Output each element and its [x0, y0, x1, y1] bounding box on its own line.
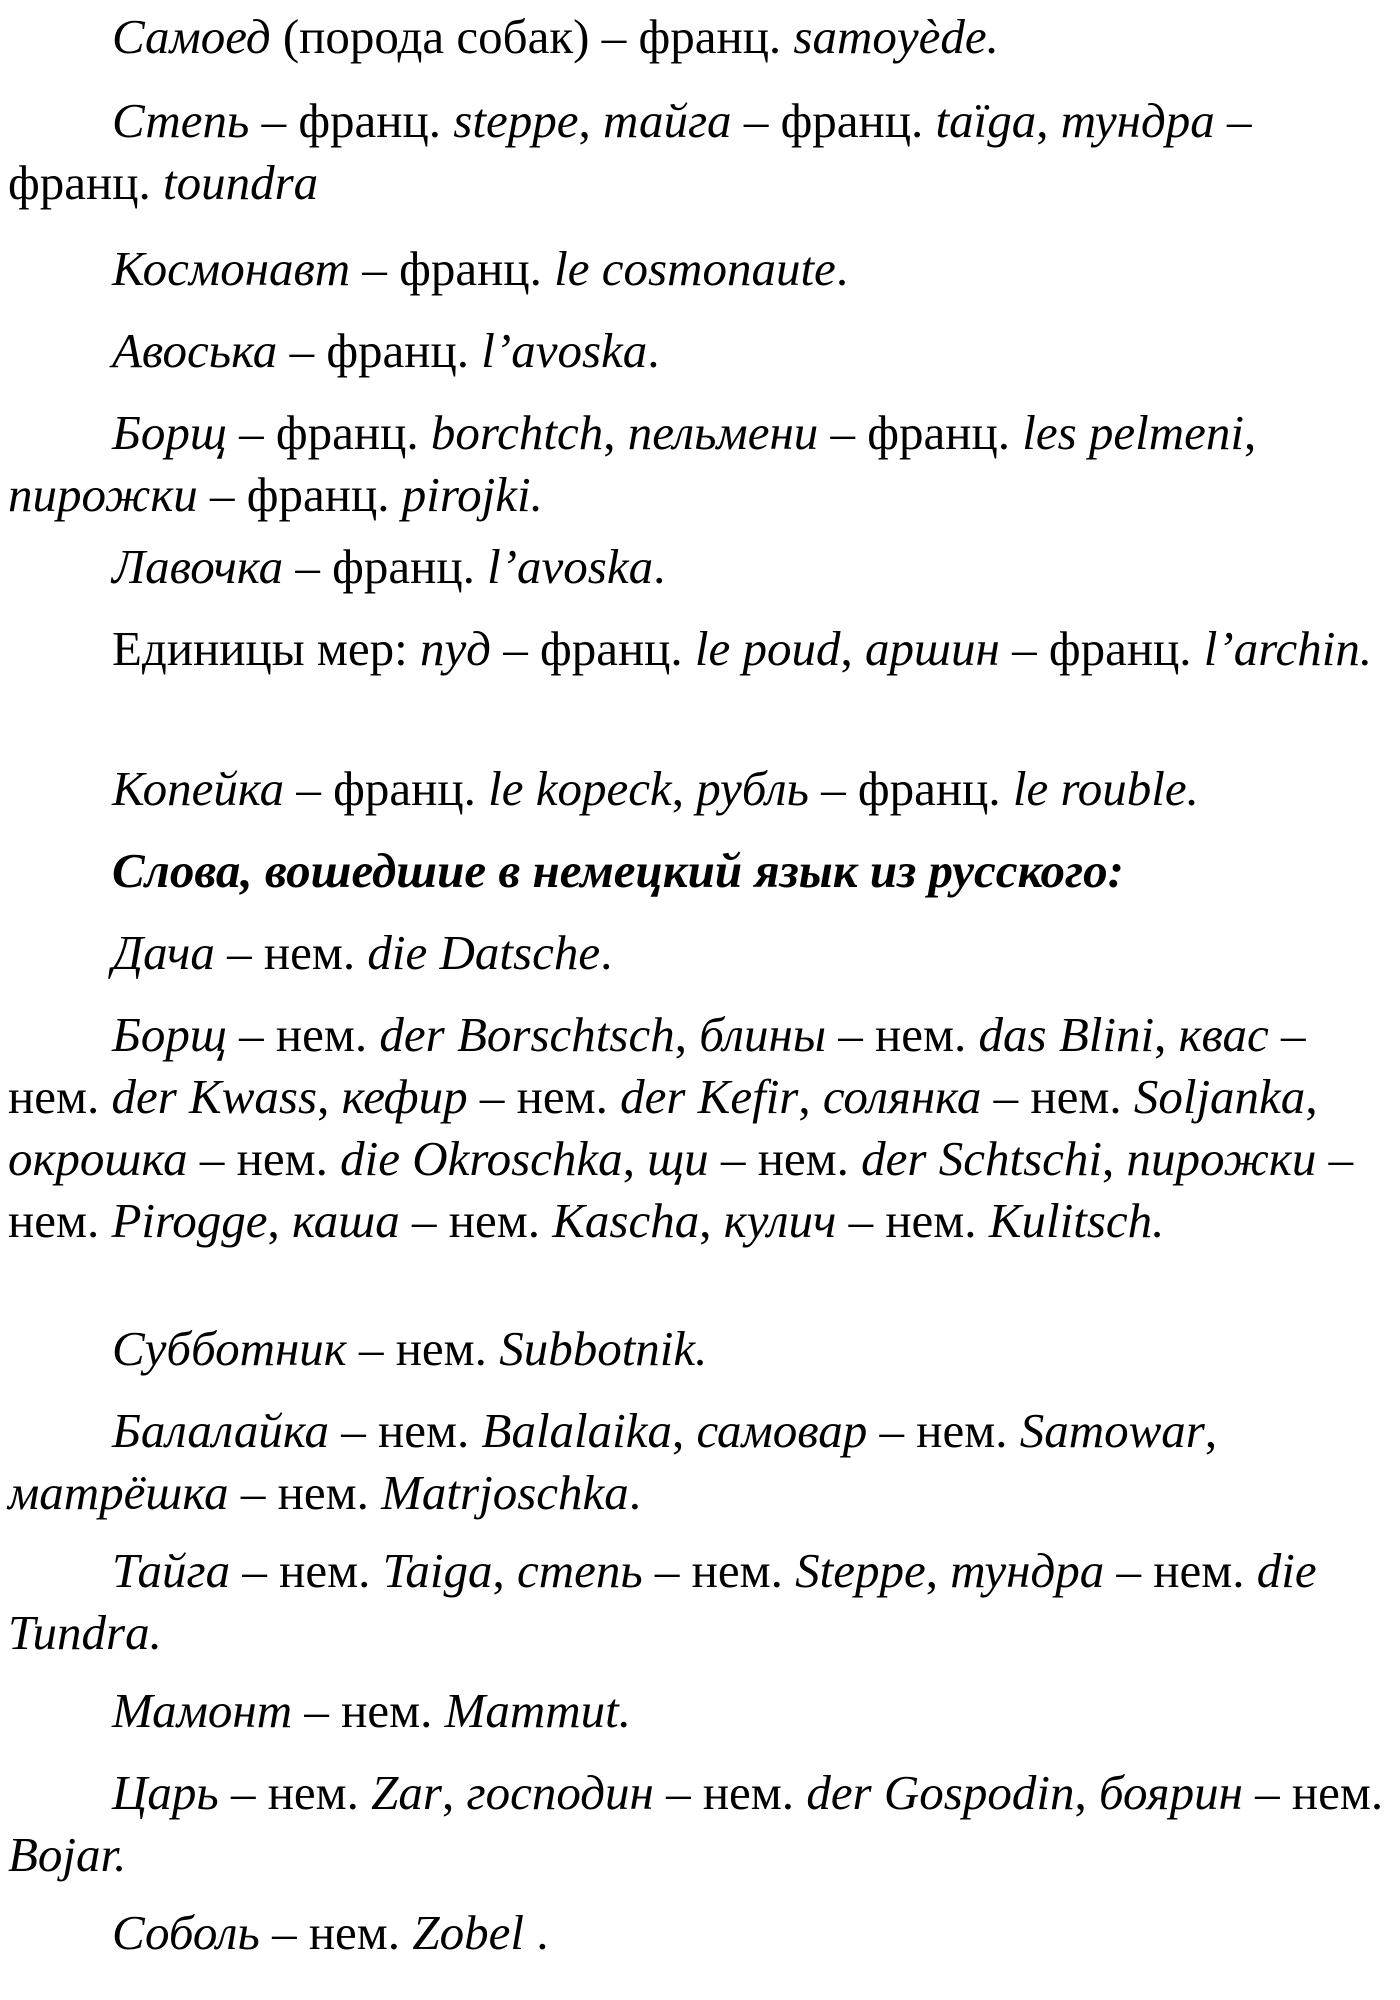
italic-run: toundra — [162, 155, 319, 210]
text-run: – нем. — [467, 1069, 621, 1124]
text-run: , — [1154, 1007, 1179, 1062]
text-run: , — [1036, 93, 1061, 148]
text-run: , — [317, 1069, 342, 1124]
italic-run: Степь — [112, 93, 250, 148]
entry-lavochka — [8, 536, 1384, 598]
italic-run: щи — [647, 1131, 709, 1186]
text-run: – нем. — [1104, 1543, 1257, 1598]
entry-steppe-taiga-tundra-fr — [8, 90, 1384, 214]
text-run: – нем. — [346, 1321, 500, 1376]
text-run: , — [1102, 1131, 1127, 1186]
text-run: (порода собак) – франц. — [270, 9, 794, 64]
text-run: . — [600, 925, 613, 980]
text-run: – нем. — [708, 1131, 862, 1186]
italic-run: les pelmeni — [1022, 405, 1245, 460]
text-run: . — [835, 241, 849, 296]
italic-run: кефир — [341, 1069, 468, 1124]
text-run: , — [674, 1007, 700, 1062]
text-run: – франц. — [249, 93, 454, 148]
italic-run: тундра — [950, 1543, 1105, 1598]
italic-run: Samowar — [1019, 1403, 1205, 1458]
italic-run: die Okroschka — [340, 1131, 623, 1186]
italic-run: Mammut. — [444, 1683, 632, 1738]
text-run: – нем. — [292, 1683, 445, 1738]
entry-taiga-steppe-tundra-de — [8, 1540, 1384, 1664]
text-run: – франц. — [8, 93, 1252, 210]
italic-run: Соболь — [112, 1905, 260, 1960]
text-run: , — [622, 1131, 648, 1186]
italic-run: Pirogge — [111, 1193, 268, 1248]
italic-run: боярин — [1098, 1765, 1243, 1820]
italic-run: l’avoska — [481, 323, 648, 378]
text-run: – нем. — [826, 1007, 979, 1062]
italic-run: каша — [292, 1193, 400, 1248]
italic-run: le rouble. — [1012, 761, 1199, 816]
text-run: – нем. — [399, 1193, 553, 1248]
entry-kopeck-rouble — [8, 758, 1384, 820]
italic-run: die Datsche — [367, 925, 601, 980]
italic-run: пуд — [420, 621, 491, 676]
entry-cosmonaut — [8, 238, 1384, 300]
italic-run: Авоська — [112, 323, 278, 378]
text-run: , — [1244, 405, 1257, 460]
italic-run: Kulitsch. — [988, 1193, 1165, 1248]
text-run: – нем. — [187, 1131, 341, 1186]
italic-run: l’avoska — [487, 539, 654, 594]
entry-mammut — [8, 1680, 1384, 1742]
text-run: – франц. — [283, 539, 488, 594]
italic-run: пирожки — [8, 467, 198, 522]
text-run: , — [699, 1193, 724, 1248]
text-run: – нем. — [259, 1905, 413, 1960]
italic-run: солянка — [822, 1069, 982, 1124]
italic-run: der Kwass — [111, 1069, 318, 1124]
italic-run: Bojar. — [8, 1827, 127, 1882]
text-run: – франц. — [284, 761, 489, 816]
text-run: – нем. — [642, 1543, 796, 1598]
entry-units — [8, 618, 1384, 680]
italic-run: Копейка — [112, 761, 285, 816]
italic-run: матрёшка — [8, 1465, 229, 1520]
text-run: – нем. — [228, 1465, 382, 1520]
italic-run: тайга — [602, 93, 732, 148]
text-run: – франц. — [277, 323, 482, 378]
italic-run: Царь — [112, 1765, 219, 1820]
italic-run: l’archin. — [1203, 621, 1373, 676]
text-run: , — [925, 1543, 951, 1598]
text-run: – нем. — [867, 1403, 1020, 1458]
text-run: , — [1305, 1069, 1318, 1124]
italic-run: Балалайка — [112, 1403, 330, 1458]
italic-run: Мамонт — [112, 1683, 293, 1738]
text-run: . — [647, 323, 660, 378]
text-run: – нем. — [981, 1069, 1134, 1124]
italic-run: steppe — [453, 93, 579, 148]
italic-run: господин — [466, 1765, 654, 1820]
entry-borsch-pelmeni-fr — [8, 402, 1384, 526]
text-run: – нем. — [1242, 1765, 1384, 1820]
italic-run: der Borschtsch — [379, 1007, 675, 1062]
text-run: Единицы мер: — [112, 621, 421, 676]
italic-run: Борщ — [112, 405, 227, 460]
italic-run: der Schtschi — [861, 1131, 1103, 1186]
text-run: , — [840, 621, 866, 676]
text-run: – франц. — [197, 467, 402, 522]
text-run: – нем. — [8, 1007, 1306, 1124]
italic-run: Слова, вошедшие в немецкий язык из русского: — [112, 843, 1124, 898]
italic-run: Steppe — [795, 1543, 926, 1598]
text-run: , — [267, 1193, 293, 1248]
text-run: , — [442, 1765, 467, 1820]
italic-run: le cosmonaute — [554, 241, 836, 296]
italic-run: der Gospodin — [806, 1765, 1075, 1820]
entry-zar-gospodin-bojar — [8, 1762, 1384, 1886]
text-run: – нем. — [653, 1765, 807, 1820]
italic-run: степь — [516, 1543, 643, 1598]
italic-run: samoyède. — [793, 9, 999, 64]
entry-zobel — [8, 1902, 1384, 1964]
text-run: – франц. — [490, 621, 695, 676]
text-run: . — [653, 539, 666, 594]
text-run: – нем. — [230, 1543, 383, 1598]
text-run: – франц. — [731, 93, 936, 148]
text-run: – франц. — [350, 241, 555, 296]
text-run: – нем. — [836, 1193, 989, 1248]
italic-run: квас — [1178, 1007, 1269, 1062]
italic-run: Дача — [112, 925, 215, 980]
entry-avoska — [8, 320, 1384, 382]
entry-samoyed — [8, 6, 1384, 68]
text-run: , — [1204, 1403, 1218, 1458]
italic-run: le kopeck — [488, 761, 672, 816]
text-run: – нем. — [226, 1007, 380, 1062]
italic-run: Тайга — [112, 1543, 231, 1598]
italic-run: Taiga — [382, 1543, 493, 1598]
text-run: – франц. — [818, 405, 1023, 460]
text-run: – франц. — [808, 761, 1013, 816]
text-run: – нем. — [8, 1131, 1354, 1248]
text-run: – франц. — [226, 405, 431, 460]
text-run: – нем. — [214, 925, 368, 980]
italic-run: Zar — [371, 1765, 442, 1820]
text-run: . — [628, 1465, 642, 1520]
italic-run: Kascha — [552, 1193, 700, 1248]
italic-run: аршин — [865, 621, 1000, 676]
italic-run: Самоед — [112, 9, 271, 64]
italic-run: Борщ — [112, 1007, 227, 1062]
text-run: , — [603, 405, 628, 460]
italic-run: taïga — [935, 93, 1037, 148]
italic-run: Лавочка — [112, 539, 284, 594]
italic-run: das Blini — [978, 1007, 1155, 1062]
italic-run: Soljanka — [1133, 1069, 1306, 1124]
italic-run: Космонавт — [112, 241, 351, 296]
italic-run: borchtch — [430, 405, 604, 460]
italic-run: окрошка — [8, 1131, 188, 1186]
text-run: – нем. — [329, 1403, 482, 1458]
italic-run: самовар — [696, 1403, 868, 1458]
italic-run: блины — [699, 1007, 827, 1062]
italic-run: Balalaika — [481, 1403, 673, 1458]
italic-run: Субботник — [112, 1321, 347, 1376]
italic-run: Subbotnik. — [499, 1321, 708, 1376]
italic-run: der Kefir — [620, 1069, 799, 1124]
italic-run: кулич — [723, 1193, 837, 1248]
italic-run: пельмени — [627, 405, 819, 460]
entry-datsche — [8, 922, 1384, 984]
text-run: – нем. — [218, 1765, 372, 1820]
italic-run: пирожки — [1126, 1131, 1317, 1186]
text-run: . — [523, 1905, 549, 1960]
entry-subbotnik — [8, 1318, 1384, 1380]
text-run: , — [671, 761, 697, 816]
text-run: , — [798, 1069, 823, 1124]
italic-run: die Tundra. — [8, 1543, 1317, 1660]
italic-run: тундра — [1060, 93, 1215, 148]
text-run: – франц. — [999, 621, 1204, 676]
italic-run: Matrjoschka — [381, 1465, 629, 1520]
entry-food-de — [8, 1004, 1384, 1252]
text-run: , — [672, 1403, 697, 1458]
text-run: , — [492, 1543, 517, 1598]
italic-run: le poud — [694, 621, 841, 676]
italic-run: pirojki. — [401, 467, 543, 522]
entry-balalaika-samowar — [8, 1400, 1384, 1524]
section-heading-german — [8, 840, 1384, 902]
text-run: , — [578, 93, 603, 148]
italic-run: Zobel — [412, 1905, 524, 1960]
text-run: , — [1074, 1765, 1099, 1820]
italic-run: рубль — [696, 761, 809, 816]
